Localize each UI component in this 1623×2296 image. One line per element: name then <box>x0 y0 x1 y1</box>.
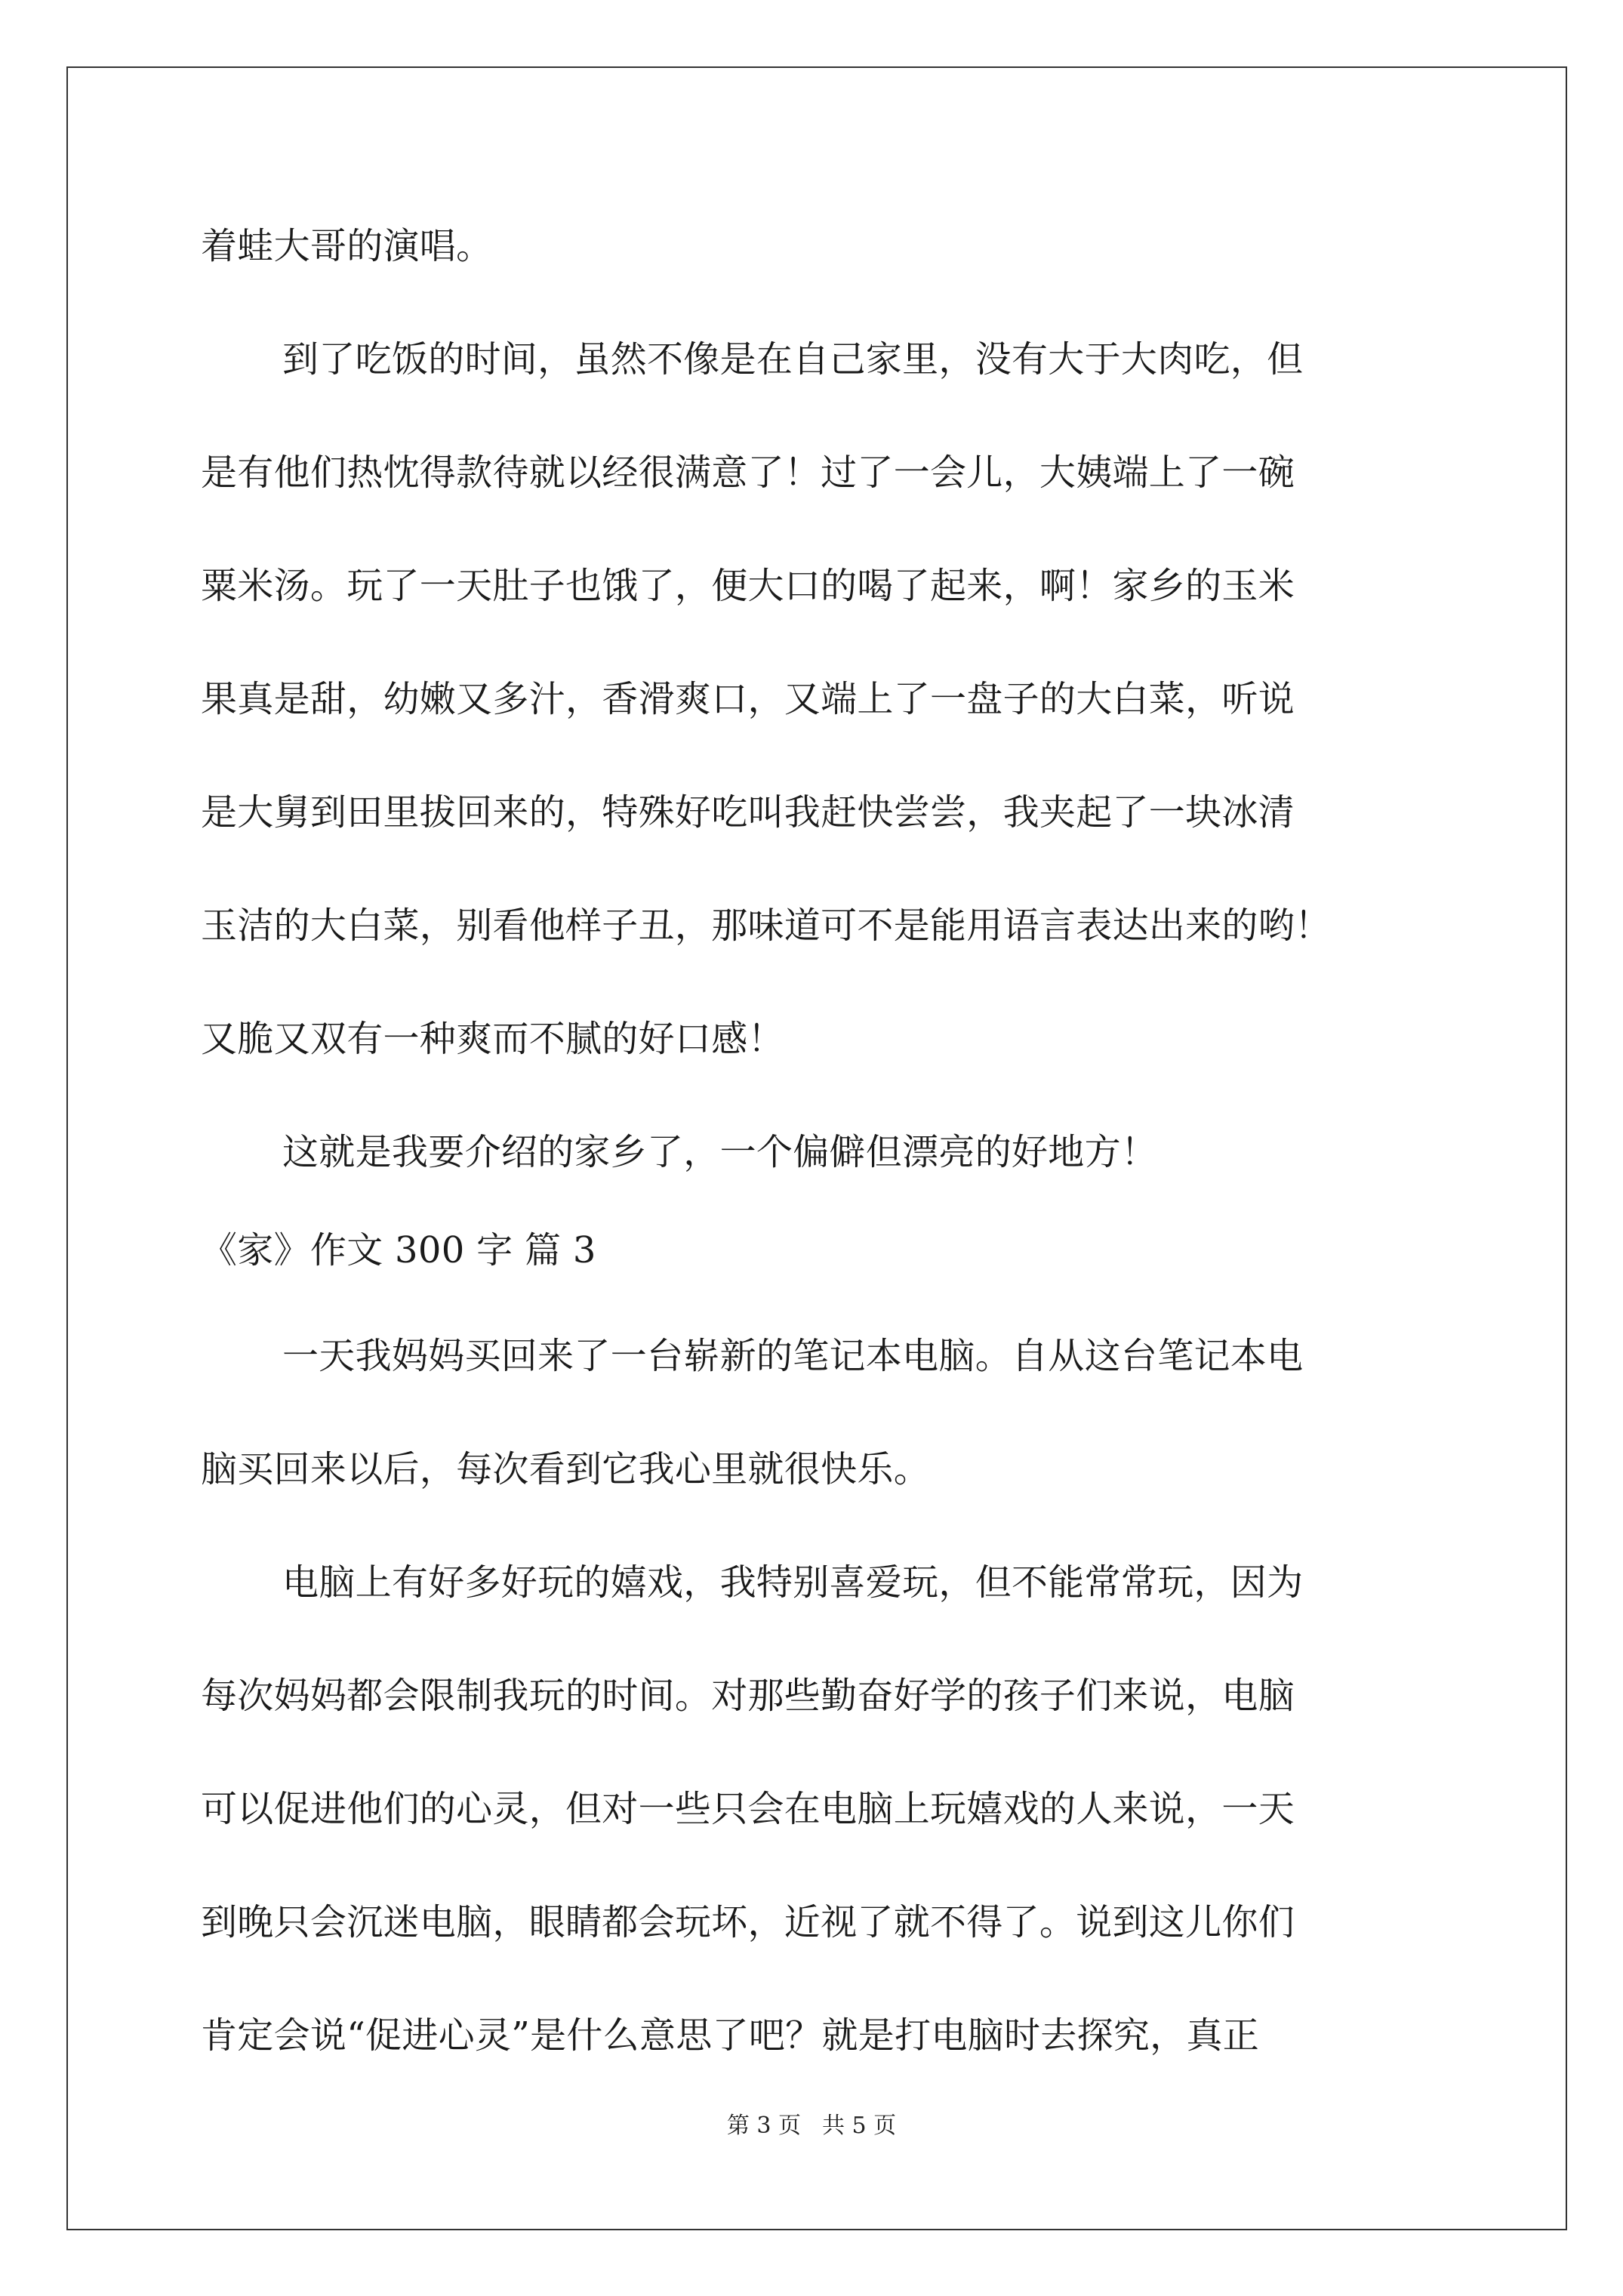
body-line: 果真是甜，幼嫩又多汁，香滑爽口，又端上了一盘子的大白菜，听说 <box>201 678 1295 720</box>
body-line: 可以促进他们的心灵，但对一些只会在电脑上玩嬉戏的人来说，一天 <box>201 1788 1295 1830</box>
page-number-current: 第 3 页 <box>726 2113 801 2139</box>
body-line: 脑买回来以后，每次看到它我心里就很快乐。 <box>201 1448 931 1490</box>
body-line: 到晚只会沉迷电脑，眼睛都会玩坏，近视了就不得了。说到这儿你们 <box>201 1901 1295 1943</box>
body-line: 又脆又双有一种爽而不腻的好口感！ <box>201 1018 784 1060</box>
body-line: 一天我妈妈买回来了一台崭新的笔记本电脑。自从这台笔记本电 <box>282 1335 1304 1377</box>
body-line: 是有他们热忱得款待就以经很满意了！过了一会儿，大姨端上了一碗 <box>201 451 1295 494</box>
page-number-total: 共 5 页 <box>822 2113 897 2139</box>
page-footer <box>0 2111 1623 2141</box>
body-line: 着蛙大哥的演唱。 <box>201 225 493 267</box>
body-line: 电脑上有好多好玩的嬉戏，我特别喜爱玩，但不能常常玩，因为 <box>282 1561 1304 1604</box>
body-line: 是大舅到田里拔回来的，特殊好吃叫我赶快尝尝，我夹起了一块冰清 <box>201 791 1295 834</box>
body-line: 肯定会说“促进心灵”是什么意思了吧？就是打电脑时去探究，真正 <box>201 2014 1260 2057</box>
section-heading: 《家》作文 300 字 篇 3 <box>201 1229 596 1271</box>
body-line: 粟米汤。玩了一天肚子也饿了，便大口的喝了起来，啊！家乡的玉米 <box>201 565 1295 607</box>
body-line: 这就是我要介绍的家乡了，一个偏僻但漂亮的好地方！ <box>282 1131 1158 1173</box>
body-line: 每次妈妈都会限制我玩的时间。对那些勤奋好学的孩子们来说，电脑 <box>201 1675 1295 1717</box>
body-line: 到了吃饭的时间，虽然不像是在自己家里，没有大于大肉吃，但 <box>282 338 1304 381</box>
body-line: 玉洁的大白菜，别看他样子丑，那味道可不是能用语言表达出来的哟！ <box>201 905 1332 947</box>
